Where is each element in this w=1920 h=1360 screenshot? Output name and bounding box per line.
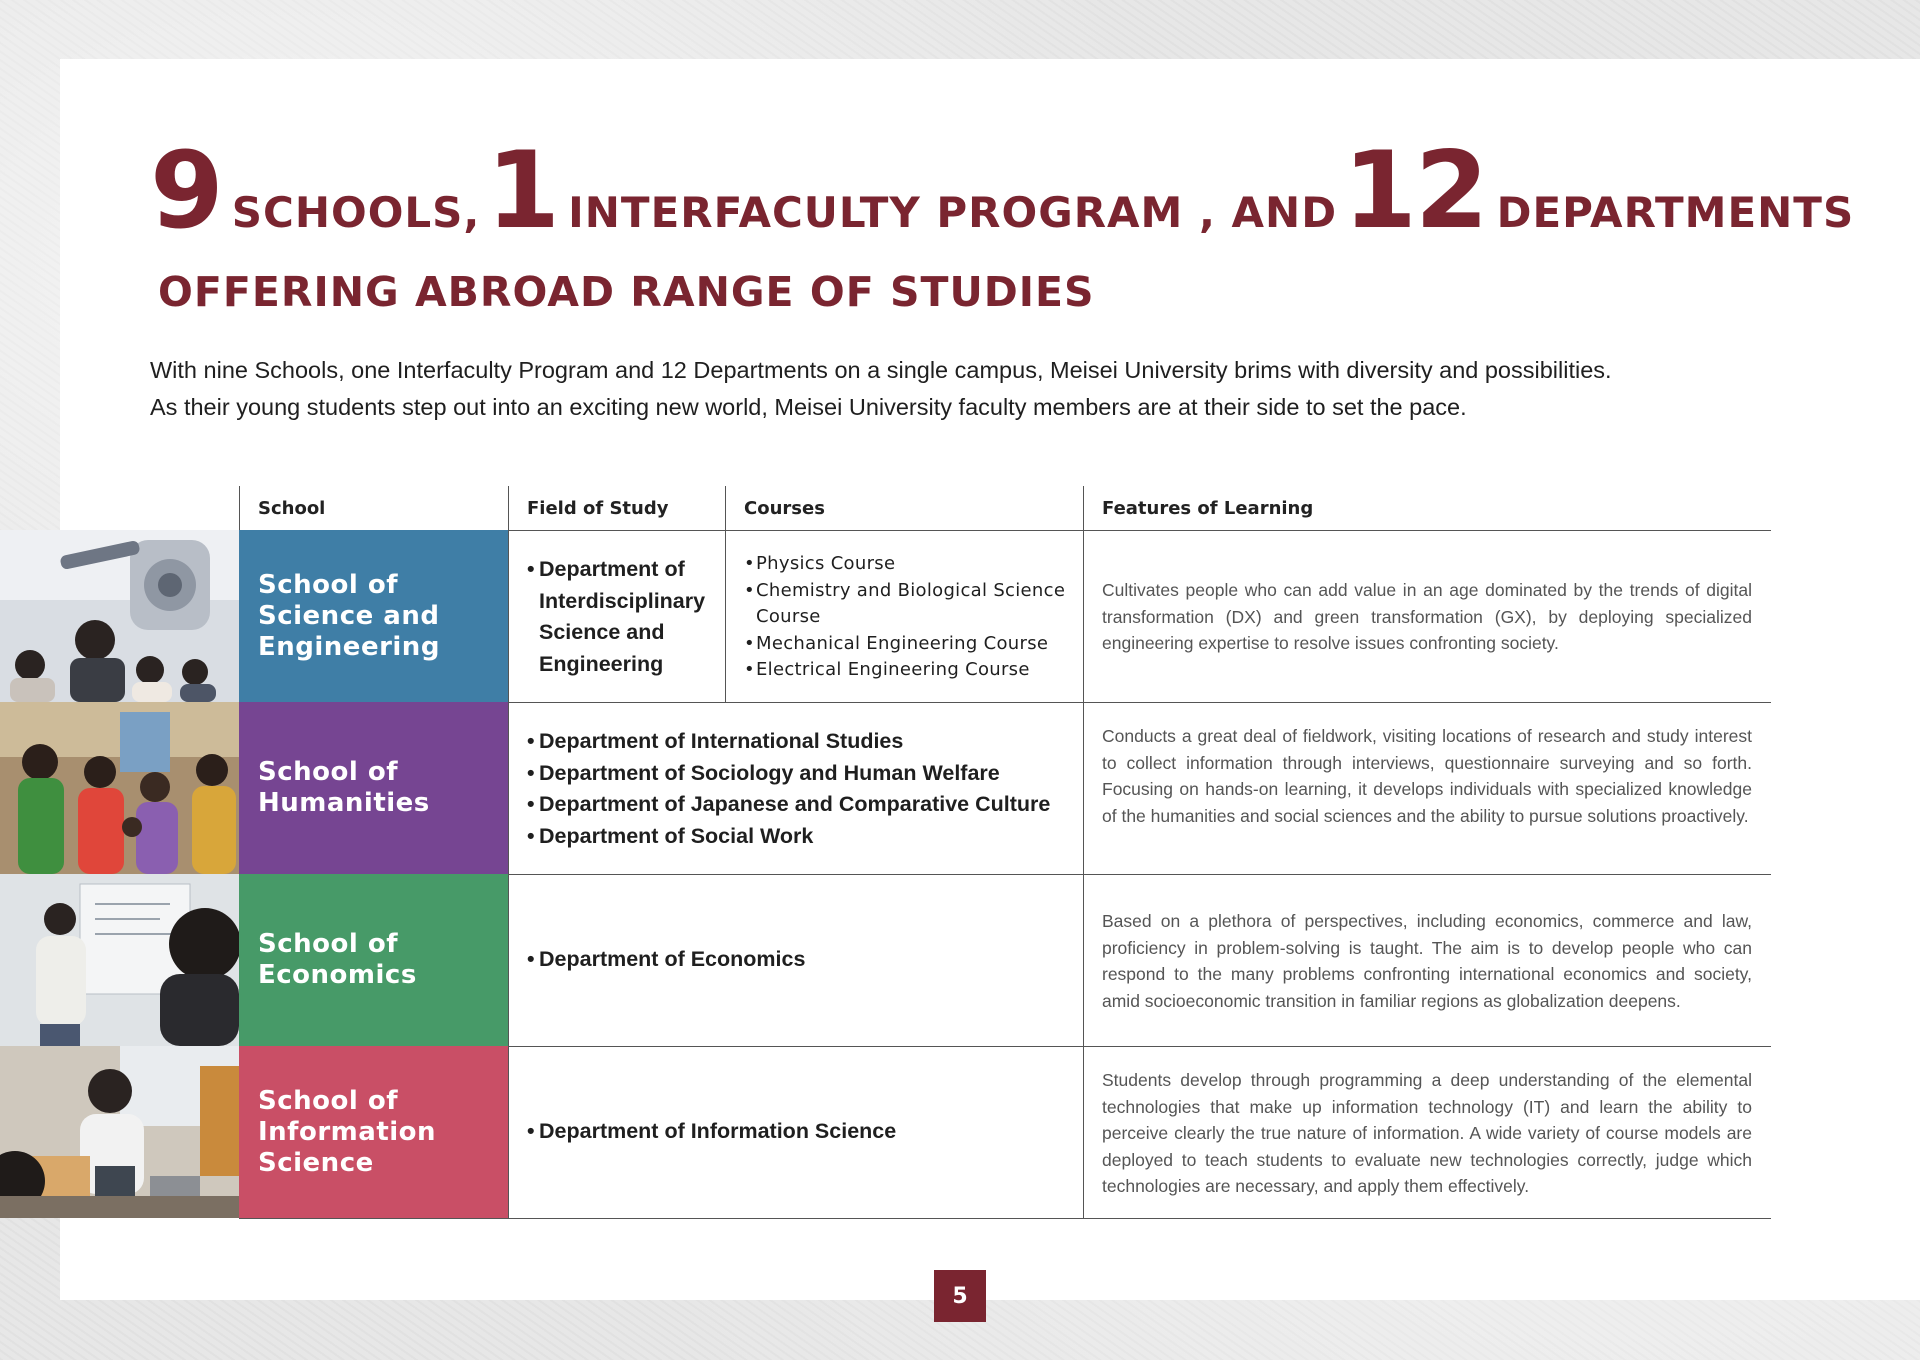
table-divider [239,486,240,530]
school-economics: School of Economics [239,874,508,1046]
course-item: • Electrical Engineering Course [744,657,1074,684]
headline-number-departments: 12 [1343,129,1487,252]
table-divider [725,486,726,702]
features-economics: Based on a plethora of perspectives, including economics, commerce and law, proficiency in problem-solving is taught. The aim is to develop people who can respond to the many problems confronting international economics and society, amid socioeconomic transition in familiar regions as globalization deepens. [1102,911,1752,1011]
column-header-school: School [258,498,326,519]
department-item: • Department of Economics [527,944,1077,976]
headline-text-departments: DEPARTMENTS [1496,188,1855,237]
features-humanities: Conducts a great deal of fieldwork, visiting locations of research and study interest to collect information through interviews, questionnaire surveying and so forth. Focusing on hands-on learning, it develops individuals with specialized knowledge of the humanities and social sciences and the ability to pursue solutions proactively. [1102,726,1752,826]
department-item: • Department of Interdisciplinary Science and Engineering [527,554,717,680]
column-header-features: Features of Learning [1102,498,1314,519]
economics-discussion-photo [0,874,239,1046]
course-item: • Chemistry and Biological Science Course [744,578,1074,631]
department-list [527,944,1077,976]
table-rule [239,1218,1771,1219]
column-header-courses: Courses [744,498,825,519]
department-item: • Department of Japanese and Comparative Culture [527,789,1077,821]
features-information-science: Students develop through programming a deep understanding of the elemental technologies that make up information technology (IT) and learn the ability to perceive clearly the true nature of information. A wide variety of course models are deployed to teach students to evaluate new technologies correctly, judge which technologies are necessary, and apply them effectively. [1102,1070,1752,1196]
headline-text-schools: SCHOOLS, [231,188,481,237]
intro-paragraph [150,352,1790,426]
department-item: • Department of Sociology and Human Welfare [527,758,1077,790]
school-humanities: School of Humanities [239,702,508,874]
headline-number-schools: 9 [150,129,222,252]
table-divider [508,486,509,1218]
table-divider [1083,486,1084,1218]
intro-line: With nine Schools, one Interfaculty Program and 12 Departments on a single campus, Meisei University brims with diversity and possibilities. [150,357,1612,383]
humanities-fieldwork-photo [0,702,239,874]
information-science-lab-photo [0,1046,239,1218]
subheadline: OFFERING ABROAD RANGE OF STUDIES [158,268,1095,316]
department-item: • Department of Information Science [527,1116,1077,1148]
course-list [744,551,1074,684]
department-list [527,726,1077,852]
school-information-science: School of Information Science [239,1046,508,1218]
features-science-engineering: Cultivates people who can add value in an age dominated by the trends of digital transformation (DX) and green transformation (GX), by deploying specialized engineering expertise to resolve issues confronting society. [1102,580,1752,653]
science-students-photo [0,530,239,702]
column-header-field: Field of Study [527,498,669,519]
department-item: • Department of Social Work [527,821,1077,853]
school-science-engineering: School of Science and Engineering [239,530,508,702]
department-item: • Department of International Studies [527,726,1077,758]
headline-text-program: INTERFACULTY PROGRAM , AND [568,188,1338,237]
department-list [527,554,717,680]
page-number: 5 [934,1270,986,1322]
headline-number-program: 1 [486,129,559,252]
department-list [527,1116,1077,1148]
intro-line: As their young students step out into an exciting new world, Meisei University faculty members are at their side to set the pace. [150,394,1467,420]
course-item: • Mechanical Engineering Course [744,631,1074,658]
headline [150,129,1860,252]
course-item: • Physics Course [744,551,1074,578]
